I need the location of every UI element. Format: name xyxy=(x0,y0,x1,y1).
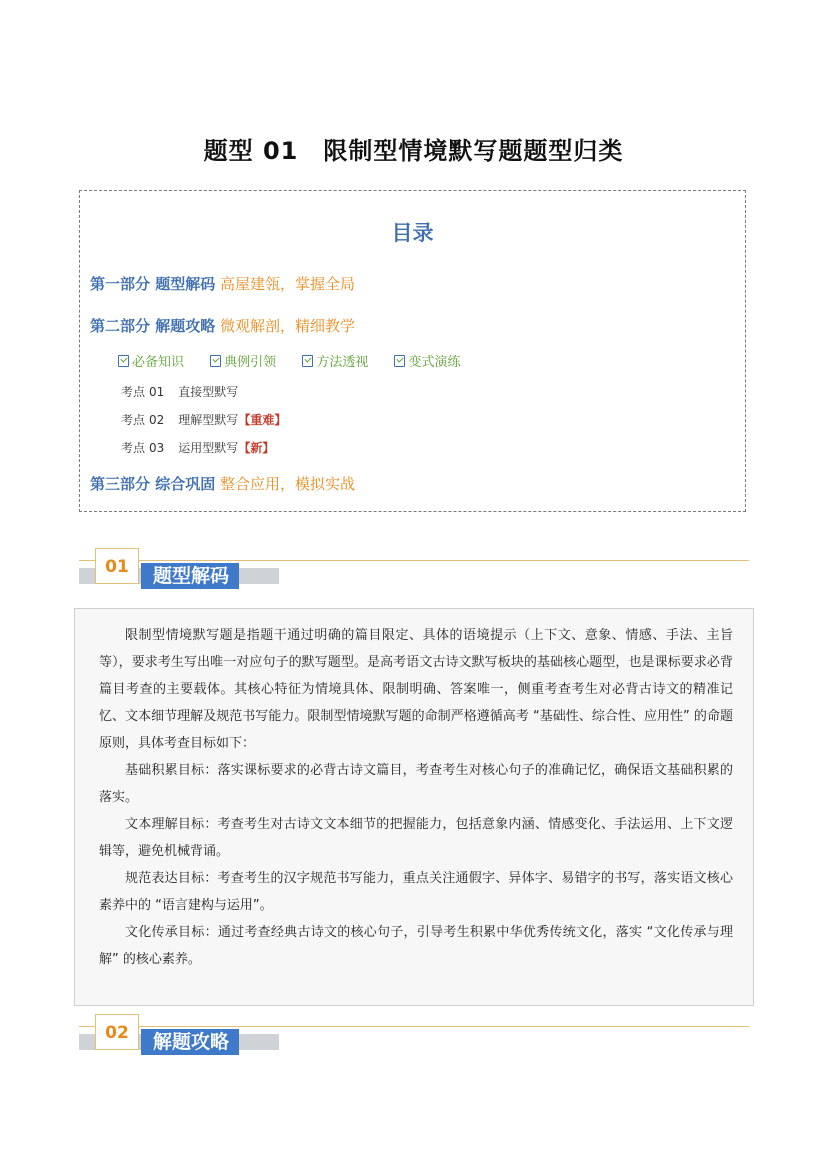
toc-part-tag: 微观解剖，精细教学 xyxy=(220,317,356,335)
toc-part-tag: 整合应用，模拟实战 xyxy=(220,475,356,493)
toc-part-label: 第二部分 解题攻略 xyxy=(90,317,216,335)
divider xyxy=(79,1026,749,1027)
section-label: 题型解码 xyxy=(141,563,239,589)
intro-paragraph: 限制型情境默写题是指题干通过明确的篇目限定、具体的语境提示（上下文、意象、情感、手法、主旨等），要求考生写出唯一对应句子的默写题型。是高考语文古诗文默写板块的基础核心题型，也是课标要求必背篇目考查的主要载体。其核心特征为情境具体、限制明确、答案唯一，侧重考查考生对必背古诗文的精准记忆、文本细节理解及规范书写能力。限制型情境默写题的命制严格遵循高考 “基础性、综合性、应用性” 的命题原则，具体考查目标如下： xyxy=(99,628,733,751)
intro-paragraph: 基础积累目标：落实课标要求的必背古诗文篇目，考查考生对核心句子的准确记忆，确保语文基础积累的落实。 xyxy=(99,763,733,805)
tab-dianli[interactable]: 典例引领 xyxy=(210,351,276,370)
section-header-02 xyxy=(79,1014,749,1054)
section-label: 解题攻略 xyxy=(141,1029,239,1055)
toc-box xyxy=(79,190,746,512)
intro-paragraph: 规范表达目标：考查考生的汉字规范书写能力，重点关注通假字、异体字、易错字的书写，落实语文核心素养中的 “语言建构与运用”。 xyxy=(99,871,733,913)
toc-part-1[interactable] xyxy=(90,273,355,294)
toc-heading: 目录 xyxy=(391,221,434,245)
toc-kaodian-3[interactable]: 考点 03 运用型默写【新】 xyxy=(121,441,275,455)
toc-part-tag: 高屋建瓴，掌握全局 xyxy=(220,275,356,293)
document-check-icon xyxy=(394,355,405,367)
section-number: 02 xyxy=(95,1014,139,1050)
document-check-icon xyxy=(210,355,221,367)
toc-tabs xyxy=(118,351,482,370)
section-number: 01 xyxy=(95,548,139,584)
toc-part-2[interactable] xyxy=(90,315,355,336)
document-check-icon xyxy=(118,355,129,367)
toc-kaodian-2[interactable]: 考点 02 理解型默写【重难】 xyxy=(121,413,287,427)
divider xyxy=(79,560,749,561)
toc-kaodian-1[interactable]: 考点 01 直接型默写 xyxy=(121,385,239,399)
intro-box xyxy=(74,608,754,1006)
toc-part-label: 第一部分 题型解码 xyxy=(90,275,216,293)
document-check-icon xyxy=(302,355,313,367)
section-header-01 xyxy=(79,548,749,588)
tab-bibei[interactable]: 必备知识 xyxy=(118,351,184,370)
tab-bianshi[interactable]: 变式演练 xyxy=(394,351,460,370)
badge-zhongnan: 【重难】 xyxy=(238,413,287,427)
toc-part-3[interactable] xyxy=(90,473,355,494)
toc-part-label: 第三部分 综合巩固 xyxy=(90,475,216,493)
intro-paragraph: 文化传承目标：通过考查经典古诗文的核心句子，引导考生积累中华优秀传统文化，落实 “文化传承与理解” 的核心素养。 xyxy=(99,925,733,967)
intro-paragraph: 文本理解目标：考查考生对古诗文文本细节的把握能力，包括意象内涵、情感变化、手法运用、上下文逻辑等，避免机械背诵。 xyxy=(99,817,733,859)
badge-xin: 【新】 xyxy=(238,441,275,455)
page-title: 题型 01 限制型情境默写题题型归类 xyxy=(203,137,624,165)
tab-fangfa[interactable]: 方法透视 xyxy=(302,351,368,370)
